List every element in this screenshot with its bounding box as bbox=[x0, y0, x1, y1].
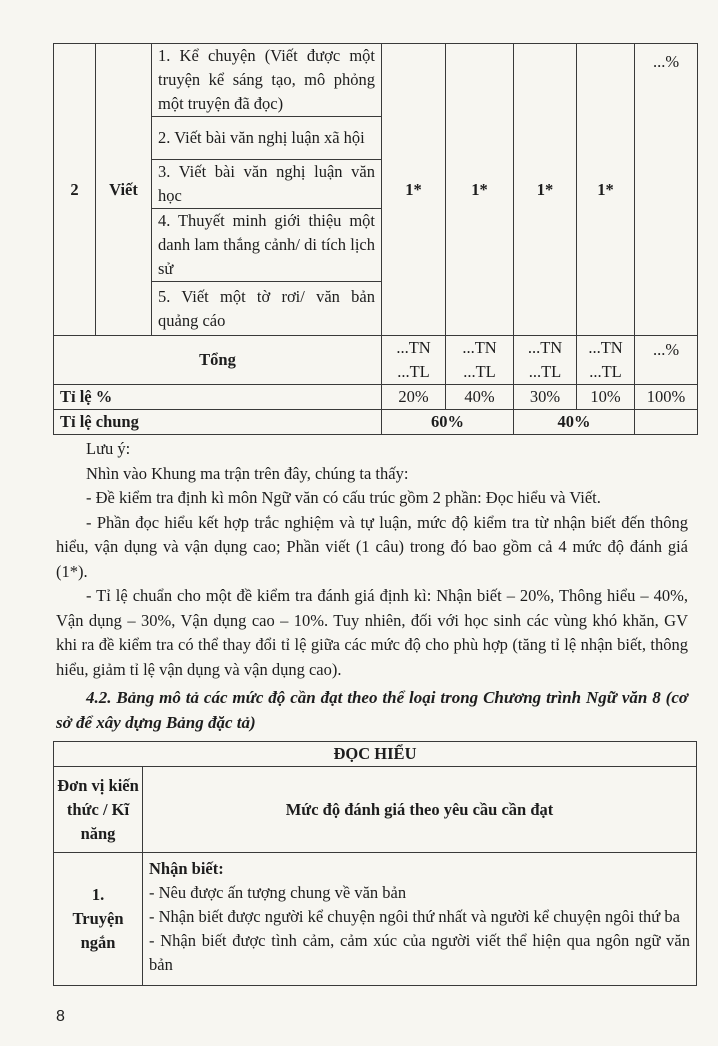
total-percent: ...% bbox=[635, 336, 698, 385]
section-number: 2 bbox=[54, 44, 96, 336]
general-ratio-cell: 60% bbox=[382, 410, 514, 435]
level-item: - Nhận biết được tình cảm, cảm xúc của người viết thể hiện qua ngôn ngữ văn bản bbox=[149, 931, 690, 974]
notes-title: Lưu ý: bbox=[86, 439, 131, 458]
col1-header: Đơn vị kiến thức / Kĩ năng bbox=[54, 767, 143, 853]
section-name: Viết bbox=[96, 44, 152, 336]
tn-value: ...TN bbox=[396, 338, 431, 357]
page-number: 8 bbox=[56, 1008, 65, 1025]
ratio-row bbox=[54, 385, 698, 410]
mark-cell: 1* bbox=[514, 44, 577, 336]
table-row bbox=[54, 742, 697, 767]
tl-value: ...TL bbox=[463, 362, 496, 381]
ratio-cell: 40% bbox=[446, 385, 514, 410]
total-cell bbox=[514, 336, 577, 385]
total-cell bbox=[382, 336, 446, 385]
percent-cell: ...% bbox=[635, 44, 698, 336]
total-label: Tổng bbox=[54, 336, 382, 385]
tl-value: ...TL bbox=[397, 362, 430, 381]
notes-paragraph: - Đề kiểm tra định kì môn Ngữ văn có cấu trúc gồm 2 phần: Đọc hiểu và Viết. bbox=[86, 488, 601, 507]
mark-cell: 1* bbox=[577, 44, 635, 336]
writing-item: 2. Viết bài văn nghị luận xã hội bbox=[152, 117, 382, 160]
col2-header: Mức độ đánh giá theo yêu cầu cần đạt bbox=[143, 767, 697, 853]
table-row bbox=[54, 44, 698, 117]
ratio-cell: 100% bbox=[635, 385, 698, 410]
ratio-cell: 20% bbox=[382, 385, 446, 410]
notes-paragraph: Nhìn vào Khung ma trận trên đây, chúng ta thấy: bbox=[86, 463, 409, 483]
general-ratio-label: Tỉ lệ chung bbox=[54, 410, 382, 435]
mark-cell: 1* bbox=[446, 44, 514, 336]
level-cell bbox=[143, 853, 697, 986]
general-ratio-row bbox=[54, 410, 698, 435]
level-item: - Nêu được ấn tượng chung về văn bản bbox=[149, 883, 407, 902]
unit-cell: 1. Truyện ngắn bbox=[54, 853, 143, 986]
writing-item: 3. Viết bài văn nghị luận văn học bbox=[152, 160, 382, 209]
tn-value: ...TN bbox=[527, 338, 563, 357]
total-cell bbox=[446, 336, 514, 385]
level-label: Nhận biết: bbox=[149, 859, 224, 878]
table-row bbox=[54, 767, 697, 853]
table-row bbox=[54, 853, 697, 986]
notes-paragraph: - Tỉ lệ chuẩn cho một đề kiểm tra đánh giá định kì: Nhận biết – 20%, Thông hiểu – 40%, Vận dụng – 30%, Vận dụng cao – 10%. Tuy nhiên, đối với học sinh các vùng khó khăn, GV khi ra đề kiểm tra có thể thay đổi tỉ lệ giữa các mức độ cho phù hợp (tăng tỉ lệ nhận biết, thông hiểu, giảm tỉ lệ vận dụng và vận dụng cao). bbox=[56, 586, 688, 679]
tl-value: ...TL bbox=[528, 362, 562, 381]
writing-item: 5. Viết một tờ rơi/ văn bản quảng cáo bbox=[152, 282, 382, 336]
total-cell bbox=[577, 336, 635, 385]
tn-value: ...TN bbox=[462, 338, 497, 357]
writing-item: 4. Thuyết minh giới thiệu một danh lam thắng cảnh/ di tích lịch sử bbox=[152, 209, 382, 282]
table-title: ĐỌC HIỂU bbox=[54, 742, 697, 767]
assessment-matrix-table bbox=[53, 43, 698, 435]
ratio-label: Tỉ lệ % bbox=[54, 385, 382, 410]
general-ratio-cell: 40% bbox=[514, 410, 635, 435]
ratio-cell: 10% bbox=[577, 385, 635, 410]
ratio-cell: 30% bbox=[514, 385, 577, 410]
tl-value: ...TL bbox=[589, 362, 622, 381]
total-row bbox=[54, 336, 698, 385]
tn-value: ...TN bbox=[588, 338, 623, 357]
mark-cell: 1* bbox=[382, 44, 446, 336]
description-table bbox=[53, 741, 697, 986]
empty-cell bbox=[635, 410, 698, 435]
notes-section bbox=[56, 437, 688, 735]
notes-paragraph: - Phần đọc hiểu kết hợp trắc nghiệm và tự luận, mức độ kiểm tra từ nhận biết đến thông hiểu, vận dụng và vận dụng cao; Phần viết (1 câu) trong đó bao gồm cả 4 mức độ đánh giá (1*). bbox=[56, 512, 688, 581]
section-heading: 4.2. Bảng mô tả các mức độ cần đạt theo thể loại trong Chương trình Ngữ văn 8 (cơ sở để xây dựng Bảng đặc tả) bbox=[56, 688, 688, 732]
writing-item: 1. Kể chuyện (Viết được một truyện kể sáng tạo, mô phỏng một truyện đã đọc) bbox=[152, 44, 382, 117]
level-item: - Nhận biết được người kể chuyện ngôi thứ nhất và người kể chuyện ngôi thứ ba bbox=[149, 907, 680, 926]
